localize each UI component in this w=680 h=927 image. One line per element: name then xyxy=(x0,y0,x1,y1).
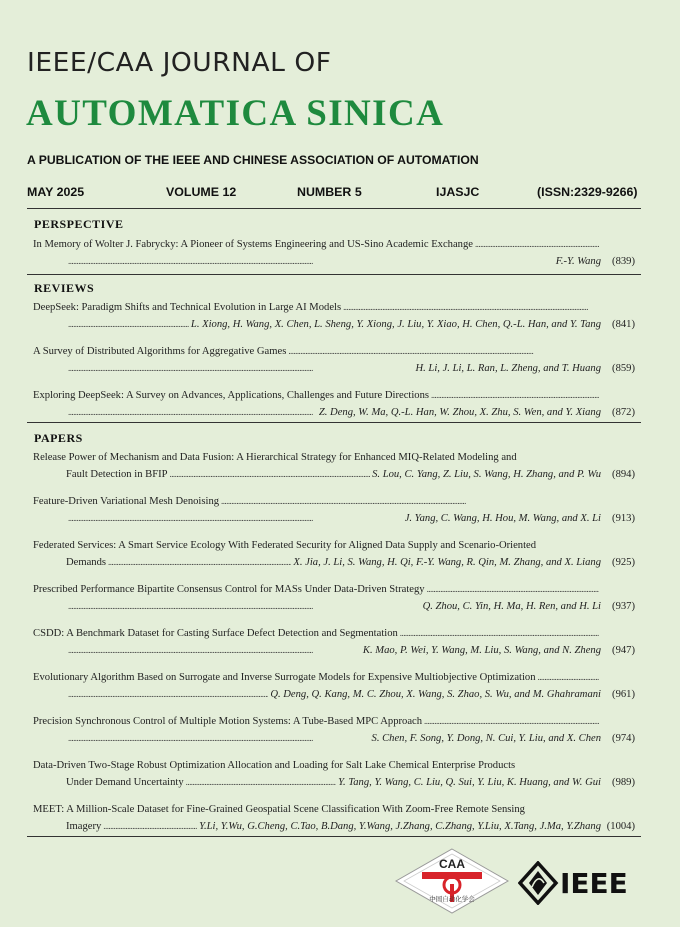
article-entry xyxy=(33,537,635,571)
article-entry xyxy=(33,343,635,377)
article-title-line xyxy=(33,757,601,774)
leader-dots xyxy=(68,316,189,333)
divider xyxy=(27,274,641,275)
article-title-line xyxy=(33,537,601,554)
article-entry xyxy=(33,449,635,483)
article-authors: K. Mao, P. Wei, Y. Wang, M. Liu, S. Wang, and N. Zheng xyxy=(362,645,601,656)
journal-title-line1: IEEE/CAA JOURNAL OF xyxy=(27,48,332,78)
article-author-line xyxy=(33,730,635,747)
article-page: (894) xyxy=(612,469,635,480)
leader-dots xyxy=(68,686,268,703)
ieee-logo-text: IEEE xyxy=(560,867,628,900)
article-entry xyxy=(33,299,635,333)
leader-dots xyxy=(538,669,599,686)
article-page: (961) xyxy=(612,689,635,700)
article-page: (859) xyxy=(612,363,635,374)
leader-dots xyxy=(475,236,599,253)
article-title: Exploring DeepSeek: A Survey on Advances, Applications, Challenges and Future Directions xyxy=(33,390,430,401)
section-heading-reviews: REVIEWS xyxy=(34,281,95,295)
article-entry xyxy=(33,625,635,659)
article-title-line xyxy=(33,625,601,642)
leader-dots xyxy=(68,730,370,747)
article-title: Federated Services: A Smart Service Ecology With Federated Security for Aligned Data Supply and Scenario-Oriented xyxy=(33,540,537,551)
article-title-line xyxy=(33,449,601,466)
article-title: Precision Synchronous Control of Multiple Motion Systems: A Tube-Based MPC Approach xyxy=(33,716,423,727)
article-author-line xyxy=(33,818,635,835)
section-heading-papers: PAPERS xyxy=(34,431,83,445)
journal-title-line2: AUTOMATICA SINICA xyxy=(26,93,445,134)
article-entry xyxy=(33,236,635,270)
leader-dots xyxy=(170,466,371,483)
article-entry xyxy=(33,713,635,747)
article-author-line xyxy=(33,253,635,270)
article-title-line xyxy=(33,801,601,818)
issue-volume: VOLUME 12 xyxy=(166,185,237,199)
article-author-line xyxy=(33,774,635,791)
article-title: A Survey of Distributed Algorithms for Aggregative Games xyxy=(33,346,287,357)
article-page: (974) xyxy=(612,733,635,744)
publication-subtitle: A PUBLICATION OF THE IEEE AND CHINESE ASSOCIATION OF AUTOMATION xyxy=(27,153,479,167)
leader-dots xyxy=(68,404,317,421)
issue-date: MAY 2025 xyxy=(27,185,85,199)
leader-dots xyxy=(427,581,599,598)
article-title-cont: Imagery xyxy=(66,821,102,832)
article-page: (925) xyxy=(612,557,635,568)
article-authors: X. Jia, J. Li, S. Wang, H. Qi, F.-Y. Wang, R. Qin, M. Zhang, and X. Liang xyxy=(293,557,601,568)
leader-dots xyxy=(424,713,599,730)
article-authors: Y.Li, Y.Wu, G.Cheng, C.Tao, B.Dang, Y.Wang, J.Zhang, C.Zhang, Y.Liu, X.Tang, J.Ma, Y.Zhang xyxy=(199,821,601,832)
leader-dots xyxy=(68,360,413,377)
article-authors: Q. Zhou, C. Yin, H. Ma, H. Ren, and H. Li xyxy=(422,601,601,612)
article-authors: Y. Tang, Y. Wang, C. Liu, Q. Sui, Y. Liu, K. Huang, and W. Gui xyxy=(338,777,601,788)
leader-dots xyxy=(68,510,403,527)
leader-dots xyxy=(108,554,291,571)
article-entry xyxy=(33,581,635,615)
article-title-line xyxy=(33,713,601,730)
article-title: Feature-Driven Variational Mesh Denoising xyxy=(33,496,220,507)
article-title-line xyxy=(33,581,601,598)
article-author-line xyxy=(33,404,635,421)
article-authors: F.-Y. Wang xyxy=(555,256,601,267)
article-title-line xyxy=(33,236,601,253)
article-title: Prescribed Performance Bipartite Consensus Control for MASs Under Data-Driven Strategy xyxy=(33,584,425,595)
leader-dots xyxy=(186,774,336,791)
article-title-cont: Fault Detection in BFIP xyxy=(66,469,168,480)
article-title: In Memory of Wolter J. Fabrycky: A Pioneer of Systems Engineering and US-Sino Academic Exchange xyxy=(33,239,473,250)
article-title-line xyxy=(33,387,601,404)
article-author-line xyxy=(33,686,635,703)
article-entry xyxy=(33,493,635,527)
article-title: Data-Driven Two-Stage Robust Optimization Allocation and Loading for Salt Lake Chemical Enterprise Products xyxy=(33,760,516,771)
article-entry xyxy=(33,669,635,703)
caa-logo-text: CAA xyxy=(439,857,465,871)
article-authors: S. Chen, F. Song, Y. Dong, N. Cui, Y. Liu, and X. Chen xyxy=(371,733,601,744)
article-author-line xyxy=(33,642,635,659)
article-title-cont: Under Demand Uncertainty xyxy=(66,777,184,788)
article-title: Evolutionary Algorithm Based on Surrogate and Inverse Surrogate Models for Expensive Multiobjective Optimization xyxy=(33,672,536,683)
article-authors: Q. Deng, Q. Kang, M. C. Zhou, X. Wang, S. Zhao, S. Wu, and M. Ghahramani xyxy=(270,689,601,700)
article-author-line xyxy=(33,598,635,615)
article-author-line xyxy=(33,554,635,571)
article-title-line xyxy=(33,299,601,316)
leader-dots xyxy=(288,343,599,360)
leader-dots xyxy=(221,493,599,510)
leader-dots xyxy=(400,625,599,642)
article-author-line xyxy=(33,316,635,333)
article-authors: S. Lou, C. Yang, Z. Liu, S. Wang, H. Zhang, and P. Wu xyxy=(372,469,601,480)
article-page: (839) xyxy=(612,256,635,267)
leader-dots xyxy=(431,387,599,404)
article-title: CSDD: A Benchmark Dataset for Casting Surface Defect Detection and Segmentation xyxy=(33,628,398,639)
article-title-line xyxy=(33,343,601,360)
article-title: Release Power of Mechanism and Data Fusion: A Hierarchical Strategy for Enhanced MIQ-Related Modeling and xyxy=(33,452,517,463)
section-heading-perspective: PERSPECTIVE xyxy=(34,217,124,231)
caa-logo xyxy=(394,848,510,919)
issue-issn: (ISSN:2329-9266) xyxy=(537,185,638,199)
article-title: MEET: A Million-Scale Dataset for Fine-Grained Geospatial Scene Classification With Zoom-Free Remote Sensing xyxy=(33,804,525,815)
issue-code: IJASJC xyxy=(436,185,480,199)
article-authors: L. Xiong, H. Wang, X. Chen, L. Sheng, Y. Xiong, J. Liu, Y. Xiao, H. Chen, Q.-L. Han, and Y. Tang xyxy=(190,319,601,330)
article-page: (913) xyxy=(612,513,635,524)
leader-dots xyxy=(103,818,197,835)
article-title: DeepSeek: Paradigm Shifts and Technical Evolution in Large AI Models xyxy=(33,302,342,313)
leader-dots xyxy=(68,253,554,270)
article-page: (937) xyxy=(612,601,635,612)
article-author-line xyxy=(33,466,635,483)
leader-dots xyxy=(343,299,599,316)
article-page: (947) xyxy=(612,645,635,656)
article-authors: H. Li, J. Li, L. Ran, L. Zheng, and T. Huang xyxy=(415,363,601,374)
article-author-line xyxy=(33,360,635,377)
article-entry xyxy=(33,801,635,835)
article-title-line xyxy=(33,493,601,510)
ieee-logo xyxy=(518,861,642,910)
article-authors: J. Yang, C. Wang, H. Hou, M. Wang, and X. Li xyxy=(404,513,601,524)
issue-number: NUMBER 5 xyxy=(297,185,362,199)
divider xyxy=(27,422,641,423)
article-title-cont: Demands xyxy=(66,557,107,568)
caa-logo-chinese: 中国自动化学会 xyxy=(429,895,475,903)
article-entry xyxy=(33,757,635,791)
leader-dots xyxy=(68,598,421,615)
article-page: (872) xyxy=(612,407,635,418)
article-author-line xyxy=(33,510,635,527)
article-title-line xyxy=(33,669,601,686)
divider xyxy=(27,208,641,209)
divider xyxy=(27,836,641,837)
leader-dots xyxy=(68,642,361,659)
article-page: (841) xyxy=(612,319,635,330)
article-authors: Z. Deng, W. Ma, Q.-L. Han, W. Zhou, X. Zhu, S. Wen, and Y. Xiang xyxy=(318,407,601,418)
article-page: (1004) xyxy=(606,821,635,832)
article-page: (989) xyxy=(612,777,635,788)
article-entry xyxy=(33,387,635,421)
